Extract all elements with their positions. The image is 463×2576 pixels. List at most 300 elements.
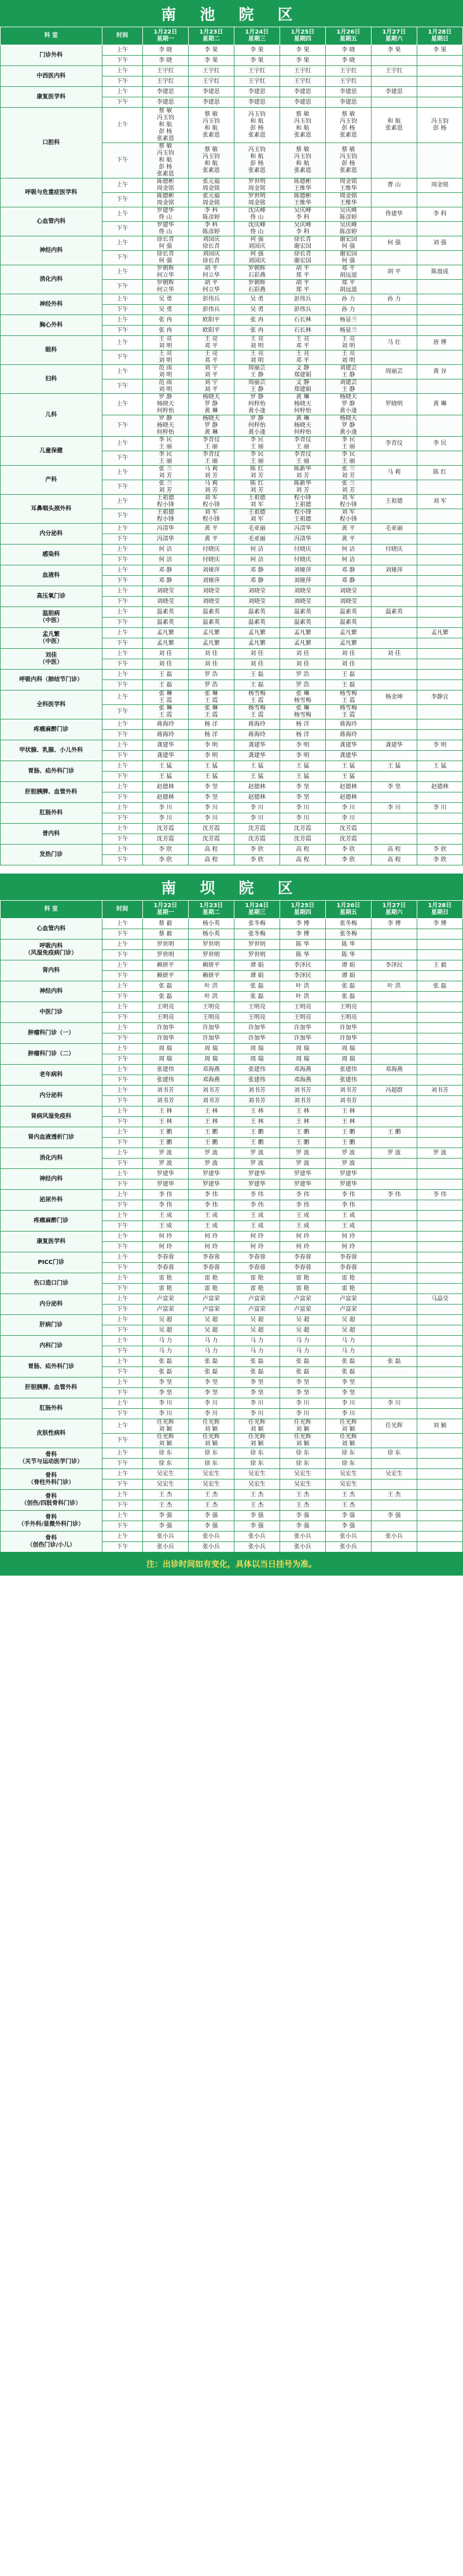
department-name: 高压氧门诊 bbox=[1, 586, 102, 607]
doctor-cell: 王明亮 bbox=[142, 1013, 188, 1023]
session-time: 上午 bbox=[102, 236, 142, 251]
doctor-cell bbox=[417, 1242, 462, 1252]
department-name: 普内科 bbox=[1, 824, 102, 845]
doctor-cell: 刘国庆 徐长青 bbox=[188, 251, 234, 265]
session-time: 下午 bbox=[102, 1054, 142, 1065]
department-name: 血液科 bbox=[1, 565, 102, 586]
doctor-cell: 吴庆峰 李 科 bbox=[280, 207, 325, 222]
doctor-cell bbox=[417, 56, 462, 66]
doctor-cell bbox=[371, 222, 417, 236]
header-day bbox=[371, 27, 417, 45]
doctor-cell: 冯清华 bbox=[280, 534, 325, 545]
doctor-cell: 邓海燕 bbox=[371, 1065, 417, 1075]
doctor-cell bbox=[417, 1211, 462, 1221]
doctor-cell: 张小兵 bbox=[280, 1532, 325, 1542]
doctor-cell: 范 雨 刘 明 bbox=[142, 365, 188, 379]
doctor-cell bbox=[417, 824, 462, 834]
doctor-cell bbox=[417, 1169, 462, 1179]
doctor-cell: 刘 军 程小锋 bbox=[325, 495, 371, 509]
doctor-cell: 李 果 bbox=[371, 45, 417, 56]
doctor-cell bbox=[371, 1500, 417, 1511]
doctor-cell: 徐长青 谢宏国 bbox=[280, 236, 325, 251]
doctor-cell: 罗世明 bbox=[234, 950, 280, 960]
doctor-cell: 王 林 bbox=[188, 1106, 234, 1117]
doctor-cell: 谭 娟 bbox=[325, 960, 371, 971]
doctor-cell: 张 磊 bbox=[142, 981, 188, 992]
doctor-cell: 任光辉 刘 颖 bbox=[325, 1419, 371, 1434]
session-time: 下午 bbox=[102, 950, 142, 960]
department-name: 胃肠、疝外科门诊 bbox=[1, 761, 102, 782]
doctor-cell bbox=[371, 1179, 417, 1190]
doctor-cell: 胡 平 bbox=[371, 265, 417, 280]
doctor-cell: 李 川 bbox=[280, 1409, 325, 1419]
doctor-cell: 沈芳霞 bbox=[188, 834, 234, 845]
doctor-cell: 谢宏国 何 强 bbox=[325, 236, 371, 251]
session-time: 下午 bbox=[102, 1263, 142, 1273]
doctor-cell: 蒋海玲 bbox=[325, 730, 371, 740]
doctor-cell: 任光辉 刘 颖 bbox=[280, 1419, 325, 1434]
doctor-cell: 马 力 bbox=[280, 1346, 325, 1357]
doctor-cell bbox=[417, 659, 462, 670]
doctor-cell: 王 成 bbox=[188, 1221, 234, 1232]
doctor-cell bbox=[371, 576, 417, 586]
doctor-cell: 刘 佳 bbox=[371, 649, 417, 659]
doctor-cell: 郑 平 胡远道 bbox=[325, 265, 371, 280]
doctor-cell bbox=[417, 1459, 462, 1469]
doctor-cell: 李建思 bbox=[142, 97, 188, 108]
header-dept: 科 室 bbox=[1, 27, 102, 45]
department-name: 甲状腺、乳腺、小儿外科 bbox=[1, 740, 102, 761]
doctor-cell: 李建思 bbox=[188, 97, 234, 108]
doctor-cell: 刘晓莹 bbox=[188, 586, 234, 597]
doctor-cell bbox=[371, 929, 417, 940]
doctor-cell bbox=[417, 1511, 462, 1521]
department-name: 妇科 bbox=[1, 365, 102, 394]
doctor-cell: 刘晓莹 bbox=[325, 597, 371, 607]
doctor-cell: 李 川 bbox=[325, 1409, 371, 1419]
department-name: 心血管内科 bbox=[1, 207, 102, 236]
doctor-cell bbox=[371, 719, 417, 730]
session-time: 下午 bbox=[102, 509, 142, 524]
session-time: 下午 bbox=[102, 1521, 142, 1532]
doctor-cell bbox=[417, 638, 462, 649]
doctor-cell: 王 杰 bbox=[325, 1490, 371, 1500]
doctor-cell: 周 瑞 bbox=[188, 1044, 234, 1054]
table-row bbox=[1, 740, 463, 751]
doctor-cell: 卢富荣 bbox=[142, 1305, 188, 1315]
department-name: 肿瘤科门诊（一） bbox=[1, 1023, 102, 1044]
doctor-cell bbox=[371, 1002, 417, 1013]
doctor-cell bbox=[417, 326, 462, 336]
doctor-cell bbox=[371, 586, 417, 597]
header-time: 时间 bbox=[102, 27, 142, 45]
doctor-cell: 王宇红 bbox=[142, 66, 188, 76]
header-date: 1月27日 bbox=[382, 902, 406, 909]
doctor-cell: 何 洁 bbox=[234, 545, 280, 555]
table-row bbox=[1, 466, 463, 480]
header-day bbox=[325, 27, 371, 45]
department-name: 骨科 （手外科/显微外科门诊） bbox=[1, 1511, 102, 1532]
doctor-cell: 周 瑞 bbox=[280, 1044, 325, 1054]
doctor-cell: 杨 洋 bbox=[280, 719, 325, 730]
doctor-cell: 李 伟 bbox=[417, 1190, 462, 1200]
doctor-cell: 罗 波 bbox=[280, 1148, 325, 1159]
department-name: 中医门诊 bbox=[1, 1002, 102, 1023]
doctor-cell: 陈震成 bbox=[417, 265, 462, 280]
table-row bbox=[1, 1294, 463, 1305]
doctor-cell: 李 博 bbox=[280, 929, 325, 940]
doctor-cell: 李建思 bbox=[371, 87, 417, 97]
doctor-cell bbox=[417, 1232, 462, 1242]
session-time: 下午 bbox=[102, 1479, 142, 1490]
doctor-cell: 罗世明 bbox=[188, 940, 234, 950]
doctor-cell: 沈芳霞 bbox=[280, 834, 325, 845]
doctor-cell bbox=[417, 1221, 462, 1232]
header-day bbox=[417, 901, 462, 919]
session-time: 上午 bbox=[102, 845, 142, 855]
doctor-cell bbox=[417, 143, 462, 178]
doctor-cell: 张小兵 bbox=[325, 1532, 371, 1542]
doctor-cell: 刘书芳 bbox=[234, 1086, 280, 1096]
doctor-cell bbox=[417, 280, 462, 294]
header-weekday: 星期六 bbox=[385, 36, 403, 42]
doctor-cell bbox=[417, 66, 462, 76]
doctor-cell bbox=[417, 305, 462, 315]
doctor-cell: 罗朝辉 石彩燕 bbox=[234, 265, 280, 280]
table-row bbox=[1, 365, 463, 379]
doctor-cell: 张小兵 bbox=[280, 1542, 325, 1552]
doctor-cell: 高 程 bbox=[280, 845, 325, 855]
doctor-cell: 罗世明 周金铭 bbox=[234, 193, 280, 207]
doctor-cell: 王 猛 bbox=[280, 772, 325, 782]
doctor-cell: 刘建芸 王 静 bbox=[325, 379, 371, 394]
doctor-cell: 李春蓉 bbox=[188, 1263, 234, 1273]
doctor-cell: 王 磊 bbox=[325, 670, 371, 680]
doctor-cell: 刘晓莹 bbox=[142, 586, 188, 597]
table-row bbox=[1, 1532, 463, 1542]
doctor-cell bbox=[417, 509, 462, 524]
doctor-cell: 李青仪 王 丽 bbox=[188, 437, 234, 451]
session-time: 上午 bbox=[102, 495, 142, 509]
doctor-cell: 程小锋 王祖德 bbox=[280, 509, 325, 524]
doctor-cell: 冯清华 bbox=[142, 524, 188, 534]
doctor-cell: 何 强 刘国庆 bbox=[234, 251, 280, 265]
doctor-cell: 周金铭 王维华 bbox=[325, 193, 371, 207]
doctor-cell: 李静宜 bbox=[417, 690, 462, 705]
doctor-cell: 李 果 bbox=[280, 56, 325, 66]
session-time: 下午 bbox=[102, 1500, 142, 1511]
doctor-cell bbox=[417, 193, 462, 207]
doctor-cell: 罗建华 佟 山 bbox=[142, 207, 188, 222]
doctor-cell: 任光辉 刘 颖 bbox=[234, 1434, 280, 1448]
doctor-cell: 李青仪 王 丽 bbox=[188, 451, 234, 466]
doctor-cell: 蒋海玲 bbox=[234, 730, 280, 740]
department-name: 内分泌科 bbox=[1, 524, 102, 545]
table-row bbox=[1, 1169, 463, 1179]
doctor-cell: 王明亮 bbox=[325, 1002, 371, 1013]
session-time: 下午 bbox=[102, 772, 142, 782]
doctor-cell bbox=[371, 480, 417, 495]
doctor-cell: 李 坚 bbox=[142, 1377, 188, 1388]
doctor-cell: 李 民 王 丽 bbox=[234, 437, 280, 451]
doctor-cell: 马 力 bbox=[142, 1346, 188, 1357]
doctor-cell: 王祖德 bbox=[371, 495, 417, 509]
doctor-cell: 任光辉 bbox=[371, 1419, 417, 1434]
doctor-cell bbox=[371, 638, 417, 649]
doctor-cell: 王 亮 刘 明 bbox=[142, 336, 188, 350]
session-time: 下午 bbox=[102, 929, 142, 940]
doctor-cell: 彭伟兵 bbox=[280, 305, 325, 315]
header-day bbox=[280, 901, 325, 919]
department-name: 泌尿外科 bbox=[1, 1190, 102, 1211]
doctor-cell: 龚建华 bbox=[234, 751, 280, 761]
table-row bbox=[1, 960, 463, 971]
doctor-cell bbox=[371, 1054, 417, 1065]
doctor-cell bbox=[371, 1346, 417, 1357]
doctor-cell: 李 明 bbox=[280, 751, 325, 761]
doctor-cell bbox=[371, 143, 417, 178]
doctor-cell bbox=[417, 555, 462, 565]
doctor-cell: 陈 华 bbox=[325, 950, 371, 960]
session-time: 下午 bbox=[102, 705, 142, 719]
doctor-cell: 何 玲 bbox=[325, 1242, 371, 1252]
header-date: 1月22日 bbox=[153, 902, 178, 909]
doctor-cell: 龚建华 bbox=[142, 751, 188, 761]
doctor-cell bbox=[371, 350, 417, 365]
doctor-cell: 王 亮 刘 明 bbox=[325, 336, 371, 350]
table-row bbox=[1, 336, 463, 350]
doctor-cell: 李春蓉 bbox=[280, 1263, 325, 1273]
doctor-cell: 王 猛 bbox=[188, 772, 234, 782]
doctor-cell: 李 博 bbox=[280, 919, 325, 929]
doctor-cell: 雷 艳 bbox=[188, 1273, 234, 1284]
doctor-cell: 王 成 bbox=[325, 1221, 371, 1232]
doctor-cell: 沈芳霞 bbox=[280, 824, 325, 834]
header-weekday: 星期日 bbox=[431, 909, 449, 916]
session-time: 下午 bbox=[102, 451, 142, 466]
doctor-cell: 任光辉 刘 颖 bbox=[188, 1434, 234, 1448]
doctor-cell: 何 玲 bbox=[188, 1232, 234, 1242]
doctor-cell: 王宇红 bbox=[325, 66, 371, 76]
header-day bbox=[142, 27, 188, 45]
session-time: 上午 bbox=[102, 524, 142, 534]
doctor-cell: 吴宏生 bbox=[280, 1479, 325, 1490]
doctor-cell: 任光辉 刘 颖 bbox=[325, 1434, 371, 1448]
doctor-cell: 孟凡繁 bbox=[142, 628, 188, 638]
doctor-cell: 刘 军 bbox=[417, 495, 462, 509]
department-name: 肿瘤科门诊（二） bbox=[1, 1044, 102, 1065]
doctor-cell: 雷 艳 bbox=[142, 1284, 188, 1294]
doctor-cell: 卢富荣 bbox=[280, 1294, 325, 1305]
department-name: 产科 bbox=[1, 466, 102, 495]
doctor-cell: 马 力 bbox=[142, 1336, 188, 1346]
doctor-cell: 许加华 bbox=[188, 1033, 234, 1044]
doctor-cell: 李 果 bbox=[280, 45, 325, 56]
doctor-cell: 马 莉 刘 芳 bbox=[188, 466, 234, 480]
doctor-cell: 王 林 bbox=[142, 1106, 188, 1117]
table-row bbox=[1, 824, 463, 834]
doctor-cell bbox=[371, 617, 417, 628]
doctor-cell: 王 杰 bbox=[188, 1490, 234, 1500]
doctor-cell: 高 程 bbox=[188, 845, 234, 855]
doctor-cell: 王 猛 bbox=[280, 761, 325, 772]
session-time: 上午 bbox=[102, 66, 142, 76]
doctor-cell: 刘娅萍 bbox=[188, 576, 234, 586]
doctor-cell: 李 川 bbox=[142, 1409, 188, 1419]
doctor-cell bbox=[371, 1200, 417, 1211]
doctor-cell: 张小兵 bbox=[325, 1542, 371, 1552]
doctor-cell bbox=[417, 251, 462, 265]
doctor-cell: 李建思 bbox=[234, 87, 280, 97]
doctor-cell: 刘 佳 bbox=[325, 649, 371, 659]
doctor-cell bbox=[417, 1315, 462, 1325]
doctor-cell bbox=[417, 415, 462, 437]
doctor-cell: 罗 波 bbox=[142, 1148, 188, 1159]
table-row bbox=[1, 919, 463, 929]
doctor-cell: 刘 佳 bbox=[188, 659, 234, 670]
doctor-cell bbox=[417, 1044, 462, 1054]
doctor-cell: 陈德彬 周金铭 bbox=[142, 193, 188, 207]
doctor-cell: 黄 琳 杨晓天 何梓怡 bbox=[280, 415, 325, 437]
doctor-cell: 杨金坤 bbox=[371, 690, 417, 705]
doctor-cell: 杨小英 bbox=[188, 929, 234, 940]
doctor-cell: 蔡 敏 冯玉钧 和 航 张素恩 bbox=[280, 108, 325, 143]
department-name: 骨科 （关节与运动医学门诊） bbox=[1, 1448, 102, 1469]
nanba-banner: 南 坝 院 区 bbox=[0, 874, 463, 900]
session-time: 上午 bbox=[102, 1511, 142, 1521]
doctor-cell: 刘书芳 bbox=[325, 1086, 371, 1096]
doctor-cell: 王 磊 bbox=[234, 670, 280, 680]
doctor-cell: 李 坚 bbox=[325, 1377, 371, 1388]
table-row bbox=[1, 545, 463, 555]
doctor-cell: 吴宏生 bbox=[142, 1469, 188, 1479]
doctor-cell: 李 强 bbox=[234, 1521, 280, 1532]
doctor-cell: 王宇红 bbox=[234, 66, 280, 76]
doctor-cell: 张冬梅 bbox=[325, 919, 371, 929]
doctor-cell: 张建伟 bbox=[234, 1075, 280, 1086]
department-name: 孟凡繁 （中医） bbox=[1, 628, 102, 649]
doctor-cell bbox=[417, 294, 462, 305]
doctor-cell bbox=[371, 792, 417, 803]
doctor-cell: 杨晓天 罗 静 黄 琳 bbox=[188, 394, 234, 415]
doctor-cell: 徐长青 何 强 bbox=[142, 236, 188, 251]
doctor-cell: 王 鹏 bbox=[325, 1127, 371, 1138]
doctor-cell: 李 川 bbox=[234, 803, 280, 813]
doctor-cell: 吴宏生 bbox=[325, 1469, 371, 1479]
doctor-cell: 唐 博 bbox=[417, 336, 462, 350]
table-row bbox=[1, 649, 463, 659]
header-date: 1月23日 bbox=[199, 29, 223, 35]
doctor-cell: 李泽民 bbox=[280, 971, 325, 981]
doctor-cell bbox=[417, 1127, 462, 1138]
doctor-cell: 刘 佳 bbox=[234, 649, 280, 659]
department-name: 神经内科 bbox=[1, 1169, 102, 1190]
session-time: 下午 bbox=[102, 1033, 142, 1044]
doctor-cell: 刘书芳 bbox=[142, 1086, 188, 1096]
doctor-cell: 张建伟 bbox=[142, 1075, 188, 1086]
session-time: 下午 bbox=[102, 1388, 142, 1398]
doctor-cell: 张 磊 bbox=[234, 992, 280, 1002]
doctor-cell: 李 强 bbox=[188, 1521, 234, 1532]
doctor-cell: 陈 华 bbox=[280, 950, 325, 960]
doctor-cell: 蔡 敏 冯玉钧 和 航 张素恩 bbox=[188, 143, 234, 178]
doctor-cell bbox=[371, 1388, 417, 1398]
session-time: 下午 bbox=[102, 1179, 142, 1190]
doctor-cell: 罗建华 bbox=[234, 1179, 280, 1190]
doctor-cell: 杨 洋 bbox=[188, 719, 234, 730]
doctor-cell: 李 伟 bbox=[280, 1190, 325, 1200]
table-row bbox=[1, 1211, 463, 1221]
doctor-cell: 欧阳平 bbox=[188, 326, 234, 336]
doctor-cell bbox=[371, 379, 417, 394]
doctor-cell: 张 磊 bbox=[325, 992, 371, 1002]
session-time: 上午 bbox=[102, 628, 142, 638]
header-date: 1月28日 bbox=[428, 902, 452, 909]
doctor-cell: 王 杰 bbox=[280, 1490, 325, 1500]
doctor-cell: 沈芳霞 bbox=[142, 834, 188, 845]
doctor-cell: 李 坚 bbox=[188, 782, 234, 792]
doctor-cell: 李 欣 bbox=[325, 845, 371, 855]
session-time: 上午 bbox=[102, 336, 142, 350]
doctor-cell: 张小兵 bbox=[234, 1532, 280, 1542]
doctor-cell: 李 晓 bbox=[325, 45, 371, 56]
doctor-cell bbox=[417, 680, 462, 690]
doctor-cell: 许加华 bbox=[188, 1023, 234, 1033]
doctor-cell: 沈庆峰 佟 山 bbox=[234, 222, 280, 236]
doctor-cell: 刘娅萍 bbox=[280, 565, 325, 576]
doctor-cell: 邓 静 bbox=[325, 565, 371, 576]
doctor-cell: 王 成 bbox=[234, 1221, 280, 1232]
department-name: 疼痛麻醉门诊 bbox=[1, 719, 102, 740]
doctor-cell: 周 瑞 bbox=[325, 1044, 371, 1054]
doctor-cell: 欧阳平 bbox=[188, 315, 234, 326]
doctor-cell: 卢富荣 bbox=[188, 1294, 234, 1305]
doctor-cell: 曹 山 bbox=[371, 178, 417, 193]
doctor-cell: 龚建华 bbox=[234, 740, 280, 751]
doctor-cell: 王宇红 bbox=[142, 76, 188, 87]
doctor-cell bbox=[371, 1169, 417, 1179]
header-weekday: 星期一 bbox=[156, 909, 174, 916]
doctor-cell bbox=[417, 649, 462, 659]
table-row bbox=[1, 1232, 463, 1242]
doctor-cell: 李 强 bbox=[142, 1521, 188, 1532]
department-name: 神经内科 bbox=[1, 236, 102, 265]
doctor-cell: 王 林 bbox=[142, 1117, 188, 1127]
doctor-cell: 何 强 刘国庆 bbox=[234, 236, 280, 251]
department-name: 肛肠外科 bbox=[1, 1398, 102, 1419]
doctor-cell: 周 瑞 bbox=[234, 1044, 280, 1054]
doctor-cell: 任光辉 刘 颖 bbox=[280, 1434, 325, 1448]
doctor-cell bbox=[371, 659, 417, 670]
doctor-cell: 刘建芸 王 静 bbox=[325, 365, 371, 379]
doctor-cell: 何 玲 bbox=[142, 1232, 188, 1242]
session-time: 下午 bbox=[102, 1434, 142, 1448]
doctor-cell bbox=[371, 730, 417, 740]
table-row bbox=[1, 45, 463, 56]
doctor-cell: 吴 超 bbox=[234, 1315, 280, 1325]
doctor-cell: 张 磊 bbox=[188, 1367, 234, 1377]
doctor-cell: 邓 静 bbox=[325, 576, 371, 586]
nanba-schedule-table bbox=[0, 900, 463, 1552]
doctor-cell: 张 磊 bbox=[280, 1357, 325, 1367]
doctor-cell bbox=[371, 1542, 417, 1552]
doctor-cell: 张 磊 bbox=[325, 981, 371, 992]
doctor-cell: 高 程 bbox=[188, 855, 234, 865]
doctor-cell bbox=[371, 705, 417, 719]
doctor-cell: 谭 娟 bbox=[325, 971, 371, 981]
doctor-cell: 黄 平 bbox=[188, 534, 234, 545]
session-time: 下午 bbox=[102, 1542, 142, 1552]
